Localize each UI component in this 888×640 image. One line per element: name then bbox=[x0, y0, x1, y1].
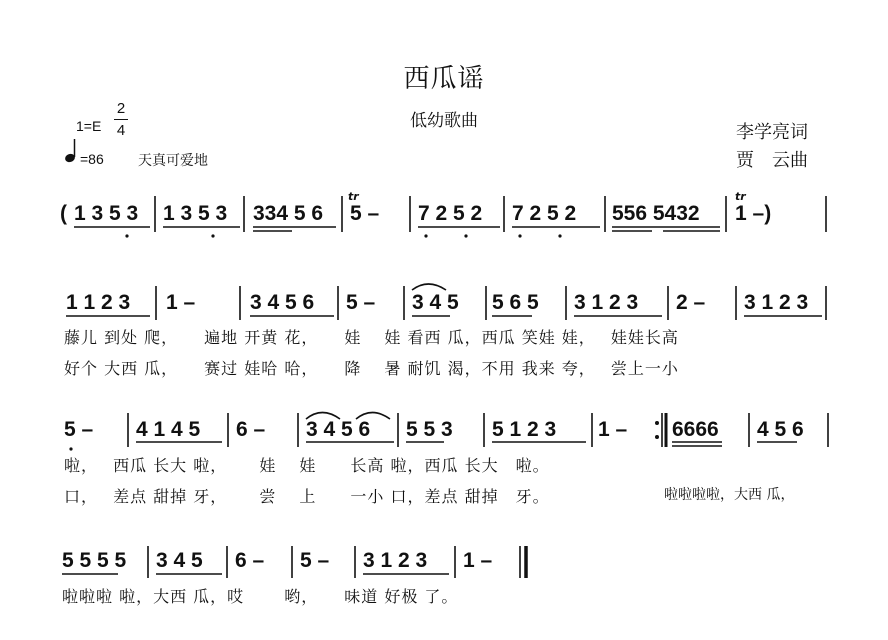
line2-measure-8: 2 – bbox=[676, 291, 706, 314]
line3-measure-2: 4 1 4 5 bbox=[136, 418, 201, 441]
line4-measure-6: 1 – bbox=[463, 549, 493, 572]
line4-measure-4: 5 – bbox=[300, 549, 330, 572]
line2-measure-4: 5 – bbox=[346, 291, 376, 314]
line2-measure-9: 3 1 2 3 bbox=[744, 291, 809, 314]
lyrics-line3-refrain: 啦啦啦啦，大西 瓜， bbox=[664, 487, 795, 503]
line3-measure-5: 5 5 3 bbox=[406, 418, 453, 441]
line3-measure-1: 5 – bbox=[64, 418, 94, 441]
key-signature: 1=E bbox=[76, 118, 102, 134]
lyrics-line3-verse1: 啦， 西瓜 长大 啦， 娃 娃 长高 啦，西瓜 长大 啦。 bbox=[64, 456, 550, 475]
song-subtitle: 低幼歌曲 bbox=[410, 111, 478, 131]
line2-measure-1: 1 1 2 3 bbox=[66, 291, 131, 314]
line2-measure-3: 3 4 5 6 bbox=[250, 291, 315, 314]
line1-measure-4: 5 – bbox=[350, 202, 380, 225]
time-signature-numerator: 2 bbox=[116, 100, 126, 117]
line4-measure-1: 5 5 5 5 bbox=[62, 549, 127, 572]
line2-measure-2: 1 – bbox=[166, 291, 196, 314]
line1-measure-5: 7 2 5 2 bbox=[418, 202, 483, 225]
line1-measure-7: 556 5432 bbox=[612, 202, 700, 225]
tempo-marking: =86 bbox=[80, 151, 104, 167]
line4-measure-2: 3 4 5 bbox=[156, 549, 203, 572]
line4-measure-3: 6 – bbox=[235, 549, 265, 572]
lyrics-line4: 啦啦啦 啦，大西 瓜，哎 哟， 味道 好极 了。 bbox=[62, 587, 459, 606]
line2-measure-6: 5 6 5 bbox=[492, 291, 539, 314]
trill-ornament: tr bbox=[348, 190, 359, 203]
time-signature-denominator: 4 bbox=[116, 122, 126, 139]
lyrics-line2-verse1: 藤儿 到处 爬， 遍地 开黄 花， 娃 娃 看西 瓜，西瓜 笑娃 娃， 娃娃长高 bbox=[64, 328, 679, 347]
line2-measure-5: 3 4 5 bbox=[412, 291, 459, 314]
line3-measure-4: 3 4 5 6 bbox=[306, 418, 371, 441]
song-title: 西瓜谣 bbox=[403, 64, 485, 94]
line1-measure-3: 334 5 6 bbox=[253, 202, 324, 225]
line1-open-paren: ( bbox=[60, 202, 67, 225]
lyrics-line3-verse2: 口， 差点 甜掉 牙， 尝 上 一小 口，差点 甜掉 牙。 bbox=[64, 487, 550, 506]
line1-measure-1: 1 3 5 3 bbox=[74, 202, 139, 225]
lyricist-credit: 李学亮词 bbox=[736, 122, 808, 143]
line3-measure-3: 6 – bbox=[236, 418, 266, 441]
line2-measure-7: 3 1 2 3 bbox=[574, 291, 639, 314]
expression-marking: 天真可爱地 bbox=[138, 153, 208, 169]
line3-measure-7: 1 – bbox=[598, 418, 628, 441]
lyrics-line2-verse2: 好个 大西 瓜， 赛过 娃哈 哈， 降 暑 耐饥 渴，不用 我来 夸， 尝上一小 bbox=[64, 359, 679, 378]
line1-measure-8: 1 –) bbox=[735, 202, 772, 225]
line3-measure-8: 6666 bbox=[672, 418, 719, 441]
line1-measure-6: 7 2 5 2 bbox=[512, 202, 577, 225]
line1-measure-2: 1 3 5 3 bbox=[163, 202, 228, 225]
line3-measure-9: 4 5 6 bbox=[757, 418, 804, 441]
trill-ornament: tr bbox=[735, 190, 746, 203]
line4-measure-5: 3 1 2 3 bbox=[363, 549, 428, 572]
composer-credit: 贾 云曲 bbox=[736, 150, 808, 171]
line3-measure-6: 5 1 2 3 bbox=[492, 418, 557, 441]
